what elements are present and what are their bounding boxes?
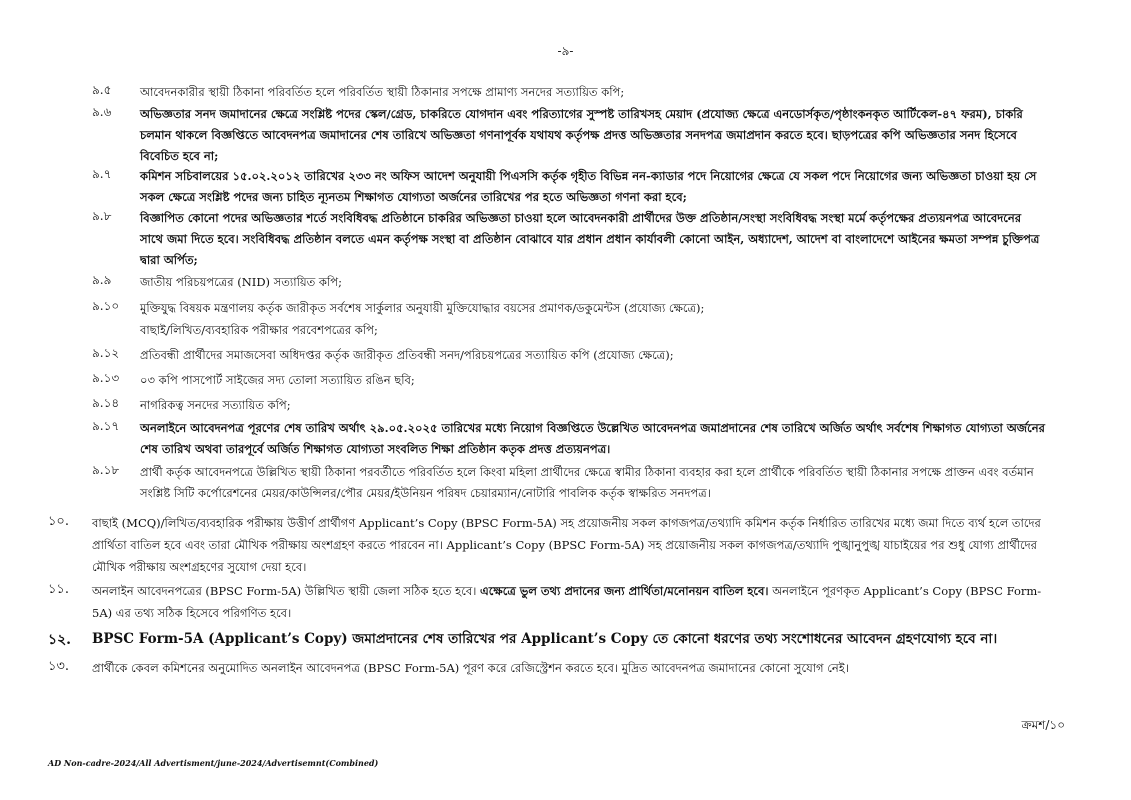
item-text: অনলাইনে আবেদনপত্র পূরণের শেষ তারিখ অর্থাৎ ২৯.০৫.২০২৫ তারিখের মধ্যে নিয়োগ বিজ্ঞপ্তিতে উল্লেখিত আবেদনপত্র জমাপ্রদানের শেষ তারিখে অর্জিত অর্থাৎ সর্বশেষ শিক্ষাগত যোগ্যতা অর্জনের শেষ তারিখ অথবা তারপূর্বে অর্জিত শিক্ষাগত যোগ্যতা সংবলিত শিক্ষা প্রতিষ্ঠান কতৃক প্রদত্ত প্রত্যয়নপত্র। <box>140 421 1045 456</box>
item-number: ৯.১০ <box>92 299 120 313</box>
item-text: বিজ্ঞাপিত কোনো পদের অভিজ্ঞতার শর্তে সংবিধিবদ্ধ প্রতিষ্ঠানে চাকরির অভিজ্ঞতা চাওয়া হলে আবেদনকারী প্রার্থীদের উক্ত প্রতিষ্ঠান/সংস্থা সংবিধিবদ্ধ সংস্থা মর্মে কর্তৃপক্ষের প্রত্যয়নপত্র আবেদনের সাথে জমা দিতে হবে। সংবিধিবদ্ধ প্রতিষ্ঠান বলতে এমন কর্তৃপক্ষ সংস্থা বা প্রতিষ্ঠান বোঝাবে যার প্রধান প্রধান কার্যাবলী কোনো আইন, অধ্যাদেশ, আদেশ বা বাংলাদেশে আইনের ক্ষমতা সম্পন্ন চুক্তিপত্র দ্বারা অর্পিত; <box>140 211 1040 267</box>
item-number: ৯.৯ <box>92 273 112 287</box>
section-number: ১৩. <box>48 659 70 674</box>
section-text: BPSC Form-5A (Applicant’s Copy) জমাপ্রদানের শেষ তারিখের পর Applicant’s Copy তে কোনো ধরণের তথ্য সংশোধনের আবেদন গ্রহণযোগ্য হবে না। <box>92 631 998 647</box>
item-number: ৯.১৮ <box>92 463 120 477</box>
item-text: প্রতিবন্ধী প্রার্থীদের সমাজসেবা অধিদপ্তর কর্তৃক জারীকৃত প্রতিবন্ধী সনদ/পরিচয়পত্রের সত্যায়িত কপি (প্রযোজ্য ক্ষেত্রে); <box>140 348 674 362</box>
section-text <box>92 580 1042 624</box>
item-number: ৯.৮ <box>92 209 112 223</box>
item-number: ৯.১৩ <box>92 371 120 385</box>
item-text: কমিশন সচিবালয়ের ১৫.০২.২০১২ তারিখের ২৩৩ নং অফিস আদেশ অনুযায়ী পিএসসি কর্তৃক গৃহীত বিভিন্ন নন-ক্যাডার পদে নিয়োগের ক্ষেত্রে যে সকল পদে নিয়োগের জন্য অভিজ্ঞতা চাওয়া হয় সে সকল ক্ষেত্রে সংশ্লিষ্ট পদের জন্য চাহিত ন্যূনতম শিক্ষাগত যোগ্যতা অর্জনের তারিখের পর হতে অভিজ্ঞতা গণনা করা হবে; <box>140 169 1037 204</box>
item-text: প্রার্থী কর্তৃক আবেদনপত্রে উল্লিখিত স্থায়ী ঠিকানা পরবর্তীতে পরিবর্তিত হলে কিংবা মহিলা প্রার্থীদের ক্ষেত্রে স্বামীর ঠিকানা ব্যবহার করা হলে প্রার্থীকে পরিবর্তিত স্থায়ী ঠিকানার সপক্ষে প্রাক্তন এবং বর্তমান সংশ্লিষ্ট সিটি কর্পোরেশনের মেয়র/কাউন্সিলর/পৌর মেয়র/ইউনিয়ন পরিষদ চেয়ারম্যান/নোটারি পাবলিক কর্তৃক স্বাক্ষরিত সনদপত্র। <box>140 465 1034 500</box>
item-number: ৯.১২ <box>92 346 120 360</box>
section-text-part: অনলাইন আবেদনপত্রের (BPSC Form-5A) উল্লিখিত স্থায়ী জেলা সঠিক হতে হবে। <box>92 584 477 598</box>
item-number: ৯.১৭ <box>92 419 120 433</box>
item-text: জাতীয় পরিচয়পত্রের (NID) সত্যায়িত কপি; <box>140 275 342 289</box>
item-text: বাছাই/লিখিত/ব্যবহারিক পরীক্ষার পরবেশপত্রের কপি; <box>140 323 378 337</box>
page-number: -৯- <box>557 44 574 58</box>
warning-text: এক্ষেত্রে ভুল তথ্য প্রদানের জন্য প্রার্থিতা/মনোনয়ন বাতিল হবে। <box>480 584 769 598</box>
item-text: মুক্তিযুদ্ধ বিষয়ক মন্ত্রণালয় কর্তৃক জারীকৃত সর্বশেষ সার্কুলার অনুযায়ী মুক্তিযোদ্ধার বয়সের প্রমাণক/ডকুমেন্টস (প্রযোজ্য ক্ষেত্রে); <box>140 301 705 315</box>
footer-path: AD Non-cadre-2024/All Advertisment/june-2024/Advertisemnt(Combined) <box>48 758 379 768</box>
section-number: ১১. <box>48 582 70 597</box>
item-number: ৯.১৪ <box>92 396 120 410</box>
section-number: ১২. <box>48 632 72 648</box>
item-text: ০৩ কপি পাসপোর্ট সাইজের সদ্য তোলা সত্যায়িত রঙিন ছবি; <box>140 373 415 387</box>
item-number: ৯.৬ <box>92 105 112 119</box>
item-text: নাগরিকত্ব সনদের সত্যায়িত কপি; <box>140 398 291 412</box>
continued-marker: ক্রমশ/১০ <box>1021 718 1065 732</box>
section-text: প্রার্থীকে কেবল কমিশনের অনুমোদিত অনলাইন আবেদনপত্র (BPSC Form-5A) পূরণ করে রেজিস্ট্রেশন করতে হবে। মুদ্রিত আবেদনপত্র জমাদানের কোনো সুযোগ নেই। <box>92 661 849 675</box>
item-text: আবেদনকারীর স্থায়ী ঠিকানা পরিবর্তিত হলে পরিবর্তিত স্থায়ী ঠিকানার সপক্ষে প্রামাণ্য সনদের সত্যায়িত কপি; <box>140 85 625 99</box>
section-text-part: অনলাইনে পূরণকৃত Applicant’s Copy (BPSC Form-5A) এর তথ্য সঠিক হিসেবে পরিগণিত হবে। <box>92 584 1042 620</box>
item-number: ৯.৫ <box>92 83 112 97</box>
item-number: ৯.৭ <box>92 167 112 181</box>
section-number: ১০. <box>48 514 70 529</box>
item-text: অভিজ্ঞতার সনদ জমাদানের ক্ষেত্রে সংশ্লিষ্ট পদের স্কেল/গ্রেড, চাকরিতে যোগদান এবং পরিত্যাগের সুস্পষ্ট তারিখসহ মেয়াদ (প্রযোজ্য ক্ষেত্রে এনডোর্সকৃত/পৃষ্ঠাংকনকৃত আর্টিকেল-৪৭ ফরম), চাকরি চলমান থাকলে বিজ্ঞপ্তিতে আবেদনপত্র জমাদানের শেষ তারিখে অভিজ্ঞতা গণনাপূর্বক যথাযথ কর্তৃপক্ষ প্রদত্ত অভিজ্ঞতার সনদপত্র জমাপ্রদান করতে হবে। ছাড়পত্রের কপি অভিজ্ঞতার সনদ হিসেবে বিবেচিত হবে না; <box>140 107 1023 163</box>
section-text: বাছাই (MCQ)/লিখিত/ব্যবহারিক পরীক্ষায় উত্তীর্ণ প্রার্থীগণ Applicant’s Copy (BPSC Form-5A) সহ প্রয়োজনীয় সকল কাগজপত্র/তথ্যাদি কমিশন কর্তৃক নির্ধারিত তারিখের মধ্যে জমা দিতে ব্যর্থ হলে তাদের প্রার্থিতা বাতিল হবে এবং তারা মৌখিক পরীক্ষায় অংশগ্রহণ করতে পারবেন না। Applicant’s Copy (BPSC Form-5A) সহ প্রয়োজনীয় সকল কাগজপত্র/তথ্যাদি পুঙ্খানুপুঙ্খ যাচাইয়ের পর শুধু যোগ্য প্রার্থীদের মৌখিক পরীক্ষায় অংশগ্রহণের সুযোগ দেয়া হবে। <box>92 516 1041 574</box>
